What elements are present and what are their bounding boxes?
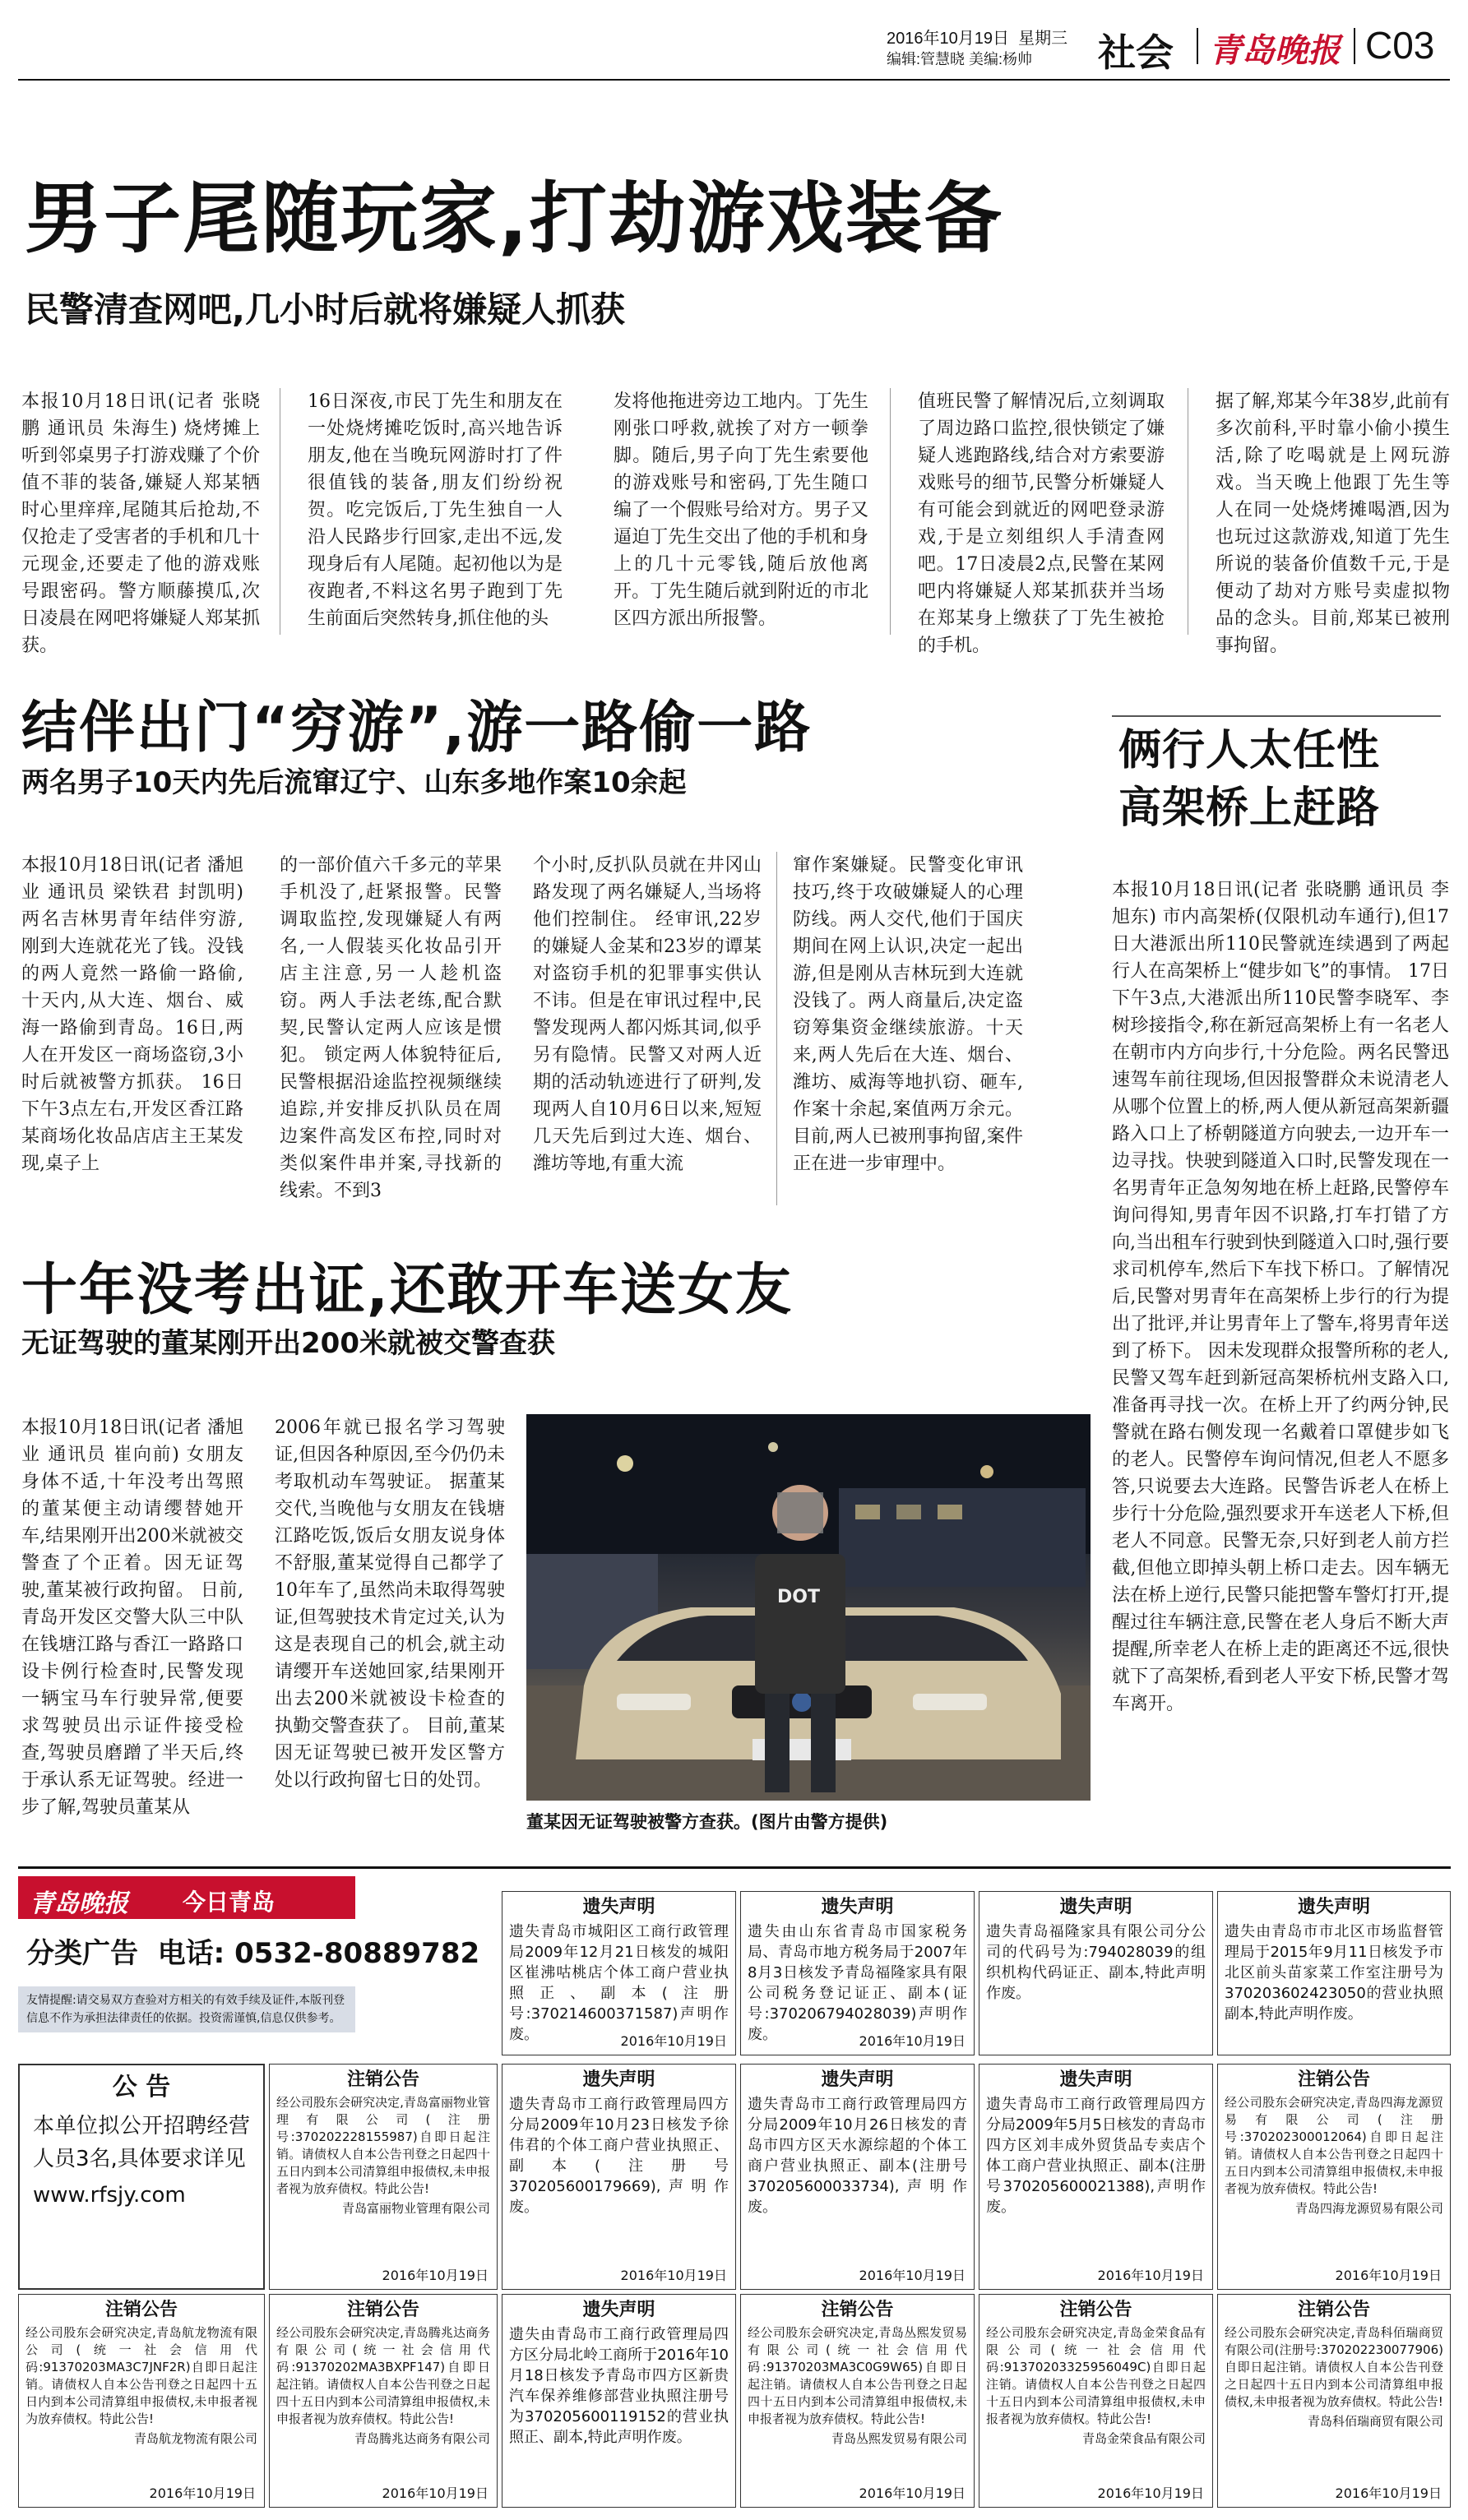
- page-number: C03: [1365, 24, 1435, 67]
- story1-headline: 男子尾随玩家,打劫游戏装备: [25, 174, 1003, 264]
- ad-sign: 青岛科佰瑞商贸有限公司: [1307, 2414, 1443, 2429]
- story4-headline: 十年没考出证,还敢开车送女友: [21, 1258, 793, 1323]
- ad-date: 2016年10月19日: [1097, 2268, 1204, 2283]
- ads-class-label: 分类广告: [26, 1937, 138, 1970]
- story1-col3: 发将他拖进旁边工地内。丁先生刚张口呼救,就挨了对方一顿拳脚。随后,男子向丁先生索要他的游戏账号和密码,丁先生随口编了一个假账号给对方。男子又逼迫丁先生交出了他的手机和身上的几十元零钱,随后放他离开。丁先生随后就到附近的市北区四方派出所报警。: [614, 391, 868, 629]
- ad-body: 遗失由青岛市市北区市场监督管理局于2015年9月11日核发予市北区前头苗家菜工作室注册号为370203602423050的营业执照副本,特此声明作废。: [1225, 1923, 1443, 2023]
- story1-col4: 值班民警了解情况后,立刻调取了周边路口监控,很快锁定了嫌疑人逃跑路线,结合对方索要游戏账号的细节,民警分析嫌疑人有可能会到就近的网吧登录游戏,于是立刻组织人手清查网吧。17日凌晨2点,民警在某网吧内将嫌疑人郑某抓获并当场在郑某身上缴获了丁先生被抢的手机。: [918, 391, 1165, 656]
- ad-title: 遗失声明: [1059, 1897, 1132, 1917]
- ads-rule: [18, 1866, 1451, 1869]
- ad-body: 遗失青岛市工商行政管理局四方分局2009年10月23日核发予徐伟君的个体工商户营业执照正、副本(注册号370205600179669),声明作废。: [509, 2096, 729, 2216]
- ads-today: 今日青岛: [183, 1889, 276, 1916]
- ad-sign: 青岛腾兆达商务有限公司: [354, 2431, 490, 2446]
- ad-body: 经公司股东会研究决定,青岛四海龙源贸易有限公司(注册号:370202300012064)自即日起注销。请债权人自本公告刊登之日起四十五日内到本公司清算组申报债权,未申报者视为放弃债权。特此公告!: [1225, 2095, 1443, 2196]
- ad-date: 2016年10月19日: [382, 2268, 489, 2283]
- ad-box: [502, 2294, 736, 2508]
- ad-box: [740, 1891, 975, 2055]
- ad-sign: 青岛航龙物流有限公司: [133, 2431, 257, 2446]
- ad-body: 经公司股东会研究决定,青岛航龙物流有限公司(统一社会信用代码:91370203MA3C7JNF2R)自即日起注销。请债权人自本公告刊登之日起四十五日内到本公司清算组申报债权,未申报者视为放弃债权。特此公告!: [25, 2325, 257, 2426]
- ad-title: 注销公告: [104, 2300, 178, 2320]
- ads-phone: 0532-80889782: [234, 1937, 480, 1970]
- ad-box: [502, 2064, 736, 2290]
- ad-title: 注销公告: [1297, 2300, 1370, 2320]
- issue-date: [887, 25, 1067, 49]
- ad-sign: 青岛金荣食品有限公司: [1081, 2431, 1206, 2446]
- story1-col5: 据了解,郑某今年38岁,此前有多次前科,平时靠小偷小摸生活,除了吃喝就是上网玩游戏。当天晚上他跟丁先生等人在同一处烧烤摊喝酒,因为也玩过这款游戏,知道丁先生所说的装备价值数千元,于是便动了劫对方账号卖虚拟物品的念头。目前,郑某已被刑事拘留。: [1216, 391, 1450, 656]
- recruit-box: [18, 2064, 265, 2290]
- story4-col2: 2006年就已报名学习驾驶证,但因各种原因,至今仍仍未考取机动车驾驶证。 据董某交代,当晚他与女朋友在钱塘江路吃饭,饭后女朋友说身体不舒服,董某觉得自己都学了10年车了,虽然尚未取得驾驶证,但驾驶技术肯定过关,认为这是表现自己的机会,就主动请缨开车送她回家,结果刚开出去200米就被设卡检查的执勤交警查获了。 目前,董某因无证驾驶已被开发区警方处以行政拘留七日的处罚。: [275, 1417, 505, 1791]
- ad-date: 2016年10月19日: [1097, 2485, 1204, 2501]
- shirt-print: DOT: [777, 1587, 820, 1607]
- header-rule: [18, 79, 1450, 81]
- ad-box: [740, 2294, 975, 2508]
- story4-col1: 本报10月18日讯(记者 潘旭业 通讯员 崔向前) 女朋友身体不适,十年没考出驾照的董某便主动请缨替她开车,结果刚开出200米就被交警查了个正着。因无证驾驶,董某被行政拘留。 日前,青岛开发区交警大队三中队在钱塘江路与香江一路路口设卡例行检查时,民警发现一辆宝马车行驶异常,便要求驾驶员出示证件接受检查,驾驶员磨蹭了半天后,终于承认系无证驾驶。经进一步了解,驾驶员董某从: [21, 1417, 243, 1818]
- story3-headline-line1: 俩行人太任性: [1118, 726, 1381, 775]
- ad-box: [269, 2294, 498, 2508]
- story2-col1: 本报10月18日讯(记者 潘旭业 通讯员 梁铁君 封凯明) 两名吉林男青年结伴穷游,刚到大连就花光了钱。没钱的两人竟然一路偷一路偷,十天内,从大连、烟台、威海一路偷到青岛。16日,两人在开发区一商场盗窃,3小时后就被警方抓获。 16日下午3点左右,开发区香江路某商场化妆品店店主王某发现,桌子上: [21, 855, 243, 1174]
- ad-body: 经公司股东会研究决定,青岛丛熙发贸易有限公司(统一社会信用代码:91370203MA3C0G9W65)自即日起注销。请债权人自本公告刊登之日起四十五日内到本公司清算组申报债权,未申报者视为放弃债权。特此公告!: [748, 2325, 967, 2426]
- masthead: [0, 0, 1468, 74]
- ad-body: 经公司股东会研究决定,青岛富丽物业管理有限公司(注册号:370202228155987)自即日起注销。请债权人自本公告刊登之日起四十五日内到本公司清算组申报债权,未申报者视为放弃债权。特此公告!: [276, 2095, 490, 2196]
- weekday-text: 星期三: [1018, 30, 1068, 48]
- story1-col1: 本报10月18日讯(记者 张晓鹏 通讯员 朱海生) 烧烤摊上听到邻桌男子打游戏赚了个价值不菲的装备,嫌疑人郑某牺时心里痒痒,尾随其后抢劫,不仅抢走了受害者的手机和几十元现金,还要走了他的游戏账号跟密码。警方顺藤摸瓜,次日凌晨在网吧将嫌疑人郑某抓获。: [21, 391, 260, 656]
- story1-col2: 16日深夜,市民丁先生和朋友在一处烧烤摊吃饭时,高兴地告诉朋友,他在当晚玩网游时打了件很值钱的装备,朋友们纷纷祝贺。吃完饭后,丁先生独自一人沿人民路步行回家,走出不远,发现身后有人尾随。起初他以为是夜跑者,不料这名男子跑到丁先生前面后突然转身,抓住他的头: [308, 391, 563, 629]
- ad-title: 遗失声明: [582, 2069, 655, 2090]
- story2-subhead: 两名男子10天内先后流窜辽宁、山东多地作案10余起: [21, 766, 687, 799]
- ad-body: 遗失青岛市城阳区工商行政管理局2009年12月21日核发的城阳区崔沸咕桃店个体工商户营业执照正、副本(注册号:370214600371587)声明作废。: [509, 1923, 729, 2043]
- ad-date: 2016年10月19日: [859, 2268, 966, 2283]
- section-name: 社会: [1098, 30, 1174, 75]
- story2-headline: 结伴出门“穷游”,游一路偷一路: [21, 696, 813, 761]
- ads-brand: 青岛晚报: [30, 1889, 128, 1918]
- recruit-body: 本单位拟公开招聘经营人员3名,具体要求详见: [33, 2114, 250, 2171]
- photo-caption: 董某因无证驾驶被警方查获。(图片由警方提供): [526, 1812, 888, 1832]
- ad-title: 遗失声明: [1297, 1897, 1370, 1917]
- ad-title: 遗失声明: [821, 2069, 894, 2090]
- ad-date: 2016年10月19日: [382, 2485, 489, 2501]
- story3-col1: 本报10月18日讯(记者 张晓鹏 通讯员 李旭东) 市内高架桥(仅限机动车通行),但17日大港派出所110民警就连续遇到了两起行人在高架桥上“健步如飞”的事情。 17日下午3点,大港派出所110民警李晓军、李树珍接指令,称在新冠高架桥上有一名老人在朝市内方向步行,十分危险。两名民警迅速驾车前往现场,但因报警群众未说清老人从哪个位置上的桥,两人便从新冠高架新疆路入口上了桥朝隧道方向驶去,一边开车一边寻找。快驶到隧道入口时,民警发现在一名男青年正急匆匆地在桥上赶路,民警停车询问得知,男青年因不识路,打车打错了方向,当出租车行驶到快到隧道入口时,强行要求司机停车,然后下车找下桥口。了解情况后,民警对男青年在高架桥上步行的行为提出了批评,并让男青年上了警车,将男青年送到了桥下。 因未发现群众报警所称的老人,民警又驾车赶到新冠高架桥杭州支路入口,准备再寻找一次。在桥上开了约两分钟,民警就在路右侧发现一名戴着口罩健步如飞的老人。民警停车询问情况,但老人不愿多答,只说要去大连路。民警告诉老人在桥上步行十分危险,强烈要求开车送老人下桥,但老人不同意。民警无奈,只好到老人前方拦截,但他立即掉头朝上桥口走去。因车辆无法在桥上逆行,民警只能把警车警灯打开,提醒过往车辆注意,民警在老人身后不断大声提醒,所幸老人在桥上走的距离还不远,很快就下了高架桥,看到老人平安下桥,民警才驾车离开。: [1112, 880, 1449, 1714]
- ad-box: [18, 2294, 265, 2508]
- story1-subhead: 民警清查网吧,几小时后就将嫌疑人抓获: [25, 289, 625, 330]
- ad-body: 经公司股东会研究决定,青岛腾兆达商务有限公司(统一社会信用代码:91370202MA3BXPF147)自即日起注销。请债权人自本公告刊登之日起四十五日内到本公司清算组申报债权,未申报者视为放弃债权。特此公告!: [276, 2325, 490, 2426]
- ad-date: 2016年10月19日: [859, 2033, 966, 2049]
- story2-col3: 个小时,反扒队员就在井冈山路发现了两名嫌疑人,当场将他们控制住。 经审讯,22岁的嫌疑人金某和23岁的谭某对盗窃手机的犯罪事实供认不讳。但是在审讯过程中,民警发现两人都闪烁其词,似乎另有隐情。民警又对两人近期的活动轨迹进行了研判,发现两人自10月6日以来,短短几天先后到过大连、烟台、潍坊等地,有重大流: [533, 855, 762, 1174]
- ad-body: 经公司股东会研究决定,青岛金荣食品有限公司(统一社会信用代码:91370203325956049C)自即日起注销。请债权人自本公告刊登之日起四十五日内到本公司清算组申报债权,未申报者视为放弃债权。特此公告!: [986, 2325, 1206, 2426]
- ad-body: 遗失青岛市工商行政管理局四方分局2009年10月26日核发的青岛市四方区天水源综超的个体工商户营业执照正、副本(注册号370205600033734),声明作废。: [748, 2096, 967, 2216]
- header-divider: [1197, 28, 1198, 64]
- ad-title: 注销公告: [1059, 2300, 1132, 2320]
- ad-date: 2016年10月19日: [859, 2485, 966, 2501]
- ads-class-title: [26, 1930, 479, 1971]
- story2-col4: 窜作案嫌疑。民警变化审讯技巧,终于攻破嫌疑人的心理防线。两人交代,他们于国庆期间在网上认识,决定一起出游,但是刚从吉林玩到大连就没钱了。两人商量后,决定盗窃筹集资金继续旅游。十天来,两人先后在大连、烟台、潍坊、威海等地扒窃、砸车,作案十余起,案值两万余元。目前,两人已被刑事拘留,案件正在进一步审理中。: [793, 855, 1023, 1174]
- ad-box: [269, 2064, 498, 2290]
- ad-title: 遗失声明: [582, 1897, 655, 1917]
- ads-notice: 友情提醒:请交易双方查验对方相关的有效手续及证件,本版刊登信息不作为承担法律责任的依据。投资需谨慎,信息仅供参考。: [18, 1986, 355, 2032]
- ad-title: 遗失声明: [1059, 2069, 1132, 2090]
- date-text: 2016年10月19日: [887, 30, 1009, 48]
- recruit-url[interactable]: www.rfsjy.com: [33, 2183, 186, 2208]
- ad-body: 遗失青岛福隆家具有限公司分公司的代码号为:794028039的组织机构代码证正、副本,特此声明作废。: [986, 1923, 1206, 2002]
- paper-logo: 青岛晚报: [1209, 31, 1341, 70]
- recruit-title: 公 告: [112, 2073, 171, 2102]
- story3-top-rule: [1112, 715, 1441, 717]
- ad-title: 注销公告: [821, 2300, 894, 2320]
- photo-illustration: [526, 1414, 1091, 1801]
- ad-sign: 青岛丛熙发贸易有限公司: [831, 2431, 967, 2446]
- story3-headline-line2: 高架桥上赶路: [1118, 784, 1381, 833]
- ad-box: [979, 2064, 1213, 2290]
- ad-date: 2016年10月19日: [620, 2268, 727, 2283]
- ad-date: 2016年10月19日: [1335, 2485, 1442, 2501]
- story2-col2: 的一部价值六千多元的苹果手机没了,赶紧报警。民警调取监控,发现嫌疑人有两名,一人假装买化妆品引开店主注意,另一人趁机盗窃。两人手法老练,配合默契,民警认定两人应该是惯犯。 锁定两人体貌特征后,民警根据沿途监控视频继续追踪,并安排反扒队员在周边案件高发区布控,同时对类似案件串并案,寻找新的线索。不到3: [280, 855, 502, 1201]
- ad-box: [1217, 2294, 1451, 2508]
- ad-body: 遗失由山东省青岛市国家税务局、青岛市地方税务局于2007年8月3日核发予青岛福隆家具有限公司税务登记证正、副本(证号:370206794028039)声明作废。: [748, 1923, 967, 2043]
- story4-subhead: 无证驾驶的董某刚开出200米就被交警查获: [21, 1327, 555, 1360]
- ad-title: 注销公告: [346, 2069, 419, 2090]
- ad-box: [740, 2064, 975, 2290]
- ad-title: 注销公告: [346, 2300, 419, 2320]
- col-divider: [890, 388, 891, 635]
- ad-box: [1217, 2064, 1451, 2290]
- ad-box: [979, 1891, 1213, 2055]
- ad-box: [1217, 1891, 1451, 2055]
- ad-title: 注销公告: [1297, 2069, 1370, 2090]
- col-divider: [776, 852, 777, 1205]
- ad-date: 2016年10月19日: [1335, 2268, 1442, 2283]
- ad-title: 遗失声明: [821, 1897, 894, 1917]
- news-photo: [526, 1414, 1091, 1801]
- ad-box: [979, 2294, 1213, 2508]
- ads-phone-label: 电话:: [157, 1937, 225, 1970]
- ad-date: 2016年10月19日: [620, 2033, 727, 2049]
- ad-body: 遗失青岛市工商行政管理局四方分局2009年5月5日核发的青岛市四方区刘丰成外贸货品专卖店个体工商户营业执照正、副本(注册号370205600021388),声明作废。: [986, 2096, 1206, 2216]
- ad-sign: 青岛四海龙源贸易有限公司: [1294, 2201, 1443, 2216]
- ad-date: 2016年10月19日: [149, 2485, 256, 2501]
- ad-body: 经公司股东会研究决定,青岛科佰瑞商贸有限公司(注册号:370202230077906)自即日起注销。请债权人自本公告刊登之日起四十五日内到本公司清算组申报债权,未申报者视为放弃债权。特此公告!: [1225, 2325, 1443, 2409]
- editors: 编辑:管慧晓 美编:杨帅: [887, 51, 1033, 67]
- header-divider-2: [1354, 28, 1355, 64]
- ad-body: 遗失由青岛市工商行政管理局四方区分局北岭工商所于2016年10月18日核发予青岛市四方区新贵汽车保养维修部营业执照注册号为370205600119152的营业执照正、副本,特此声明作废。: [509, 2326, 729, 2446]
- ad-box: [502, 1891, 736, 2055]
- ad-title: 遗失声明: [582, 2300, 655, 2320]
- ad-sign: 青岛富丽物业管理有限公司: [341, 2201, 490, 2216]
